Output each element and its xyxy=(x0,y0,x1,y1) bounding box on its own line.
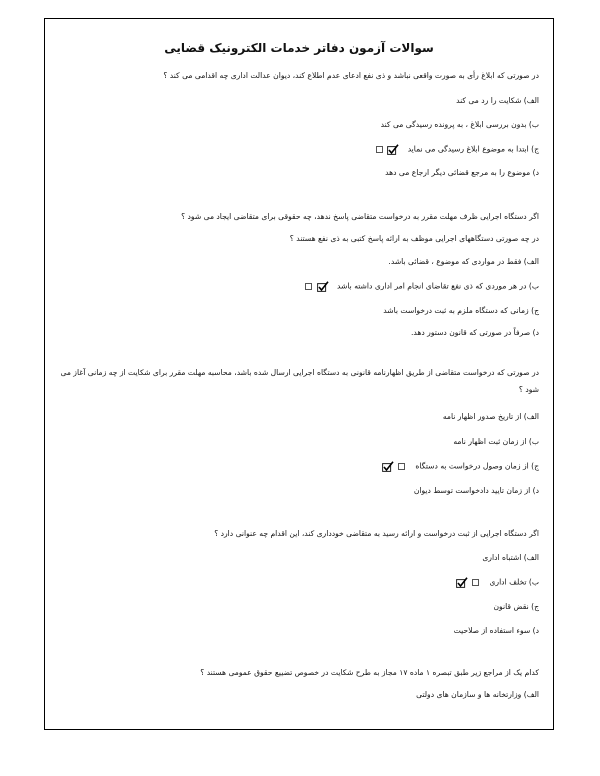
answer-marks xyxy=(456,577,481,588)
question-3-option-b: ب) از زمان ثبت اظهار نامه xyxy=(453,437,539,446)
page-title: سوالات آزمون دفاتر خدمات الکترونیک قضایی xyxy=(164,41,434,55)
checkmark-icon xyxy=(317,281,329,292)
checkmark-icon xyxy=(456,577,468,588)
checkmark-icon xyxy=(387,144,399,155)
empty-checkbox-icon xyxy=(398,463,405,470)
question-3-option-d: د) از زمان تایید دادخواست توسط دیوان xyxy=(413,486,539,495)
question-2-option-d: د) صرفاً در صورتی که قانون دستور دهد. xyxy=(410,328,539,337)
option-label: ج) از زمان وصول درخواست به دستگاه xyxy=(415,461,539,471)
option-label: ب) در هر موردی که ذی نفع تقاضای انجام امر اداری داشته باشد xyxy=(337,281,539,291)
question-4-option-a: الف) اشتباه اداری xyxy=(482,553,539,562)
question-1-option-d: د) موضوع را به مرجع قضائی دیگر ارجاع می دهد xyxy=(385,168,539,177)
empty-checkbox-icon xyxy=(376,146,383,153)
answer-marks xyxy=(382,461,407,472)
option-label: ب) تخلف اداری xyxy=(489,577,539,587)
answer-marks xyxy=(303,281,328,292)
question-2-option-a: الف) فقط در مواردی که موضوع ، قضائی باشد. xyxy=(388,257,539,266)
empty-checkbox-icon xyxy=(305,283,312,290)
question-4-option-b xyxy=(57,577,539,588)
answer-marks xyxy=(374,144,399,155)
question-4-option-d: د) سوء استفاده از صلاحیت xyxy=(453,626,539,635)
question-5-option-a: الف) وزارتخانه ها و سازمان های دولتی xyxy=(416,690,539,699)
question-2-text: اگر دستگاه اجرایی ظرف مهلت مقرر به درخواست متقاضی پاسخ ندهد، چه حقوقی برای متقاضی ایجاد می شود ؟ xyxy=(181,212,539,221)
question-3-text: در صورتی که درخواست متقاضی از طریق اظهارنامه قانونی به دستگاه اجرایی ارسال شده باشد، محاسبه مهلت مقرر برای شکایت از چه زمانی آغاز می شود ؟ xyxy=(60,368,539,394)
document-page xyxy=(44,18,554,730)
empty-checkbox-icon xyxy=(472,579,479,586)
question-4-text: اگر دستگاه اجرایی از ثبت درخواست و ارائه رسید به متقاضی خودداری کند، این اقدام چه عنوانی دارد ؟ xyxy=(214,529,539,538)
question-1-option-a: الف) شکایت را رد می کند xyxy=(456,96,539,105)
question-1-option-c xyxy=(57,144,539,155)
question-2-option-c: ج) زمانی که دستگاه ملزم به ثبت درخواست باشد xyxy=(383,306,539,315)
question-3-option-a: الف) از تاریخ صدور اظهار نامه xyxy=(442,412,539,421)
question-1-text: در صورتی که ابلاغ رأی به صورت واقعی نباشد و ذی نفع ادعای عدم اطلاع کند، دیوان عدالت اداری چه اقدامی می کند ؟ xyxy=(163,71,539,80)
question-5-text: کدام یک از مراجع زیر طبق تبصره ۱ ماده ۱۷ مجاز به طرح شکایت در خصوص تضییع حقوق عمومی هستند ؟ xyxy=(200,668,539,677)
checkmark-icon xyxy=(382,461,394,472)
question-4-option-c: ج) نقض قانون xyxy=(493,602,539,611)
question-2-subtext: در چه صورتی دستگاههای اجرایی موظف به ارائه پاسخ کتبی به ذی نفع هستند ؟ xyxy=(289,234,539,243)
option-label: ج) ابتدا به موضوع ابلاغ رسیدگی می نماید xyxy=(407,144,539,154)
question-1-option-b: ب) بدون بررسی ابلاغ ، به پرونده رسیدگی می کند xyxy=(380,120,539,129)
question-3-option-c xyxy=(57,461,539,472)
question-2-option-b xyxy=(57,281,539,292)
